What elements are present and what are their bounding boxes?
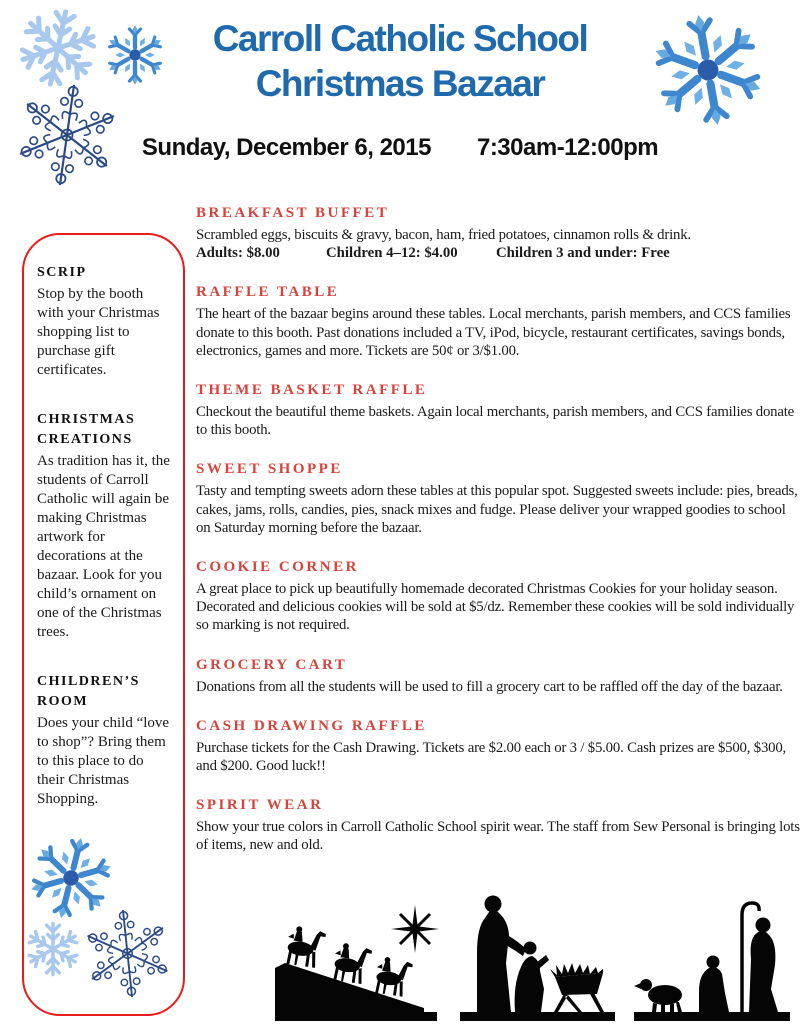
section-raffle-table [196, 283, 800, 360]
section-body: Donations from all the students will be used to fill a grocery cart to be raffled off the day of the bazaar. [196, 678, 783, 695]
sidebar-body-christmas-creations: As tradition has it, the students of Carroll Catholic will again be making Christmas artwork for decorations at the bazaar. Look for you child’s ornament on one of the Christmas trees. [37, 453, 170, 640]
section-heading: SPIRIT WEAR [196, 797, 324, 814]
section-heading: THEME BASKET RAFFLE [196, 382, 428, 399]
sidebar-body-childrens-room: Does your child “love to shop”? Bring them to this place to do their Christmas Shopping. [37, 715, 170, 807]
price-adults: Adults: $8.00 [196, 245, 280, 262]
section-sweet-shoppe [196, 460, 800, 537]
snowflake-filigree-icon [75, 901, 179, 1005]
section-cash-drawing-raffle [196, 717, 800, 775]
section-body: Scrambled eggs, biscuits & gravy, bacon, ham, fried potatoes, cinnamon rolls & drink. [196, 227, 691, 243]
nativity-silhouette [272, 891, 794, 1022]
section-body: Show your true colors in Carroll Catholic School spirit wear. The staff from Sew Personal is bringing lots of items, new and old. [196, 819, 800, 854]
section-breakfast-buffet [196, 204, 800, 262]
price-children-under-3: Children 3 and under: Free [496, 245, 670, 262]
section-body: Purchase tickets for the Cash Drawing. Tickets are $2.00 each or 3 / $5.00. Cash prizes are $500, $300, and $200. Good luck!! [196, 739, 787, 775]
section-heading: BREAKFAST BUFFET [196, 205, 390, 221]
sidebar-heading-childrens-room: CHILDREN’S ROOM [37, 674, 140, 709]
section-body: Tasty and tempting sweets adorn these tables at this popular spot. Suggested sweets include: pies, breads, cakes, jams, rolls, candies, pies, snack mixes and fudge. Please deliver your wrapped goodies to school on Saturday morning before the bazaar. [196, 483, 798, 536]
title-line-1: Carroll Catholic School [212, 18, 588, 59]
sidebar-heading-scrip: SCRIP [37, 265, 87, 280]
section-heading: RAFFLE TABLE [196, 284, 340, 301]
page-title [120, 16, 680, 106]
section-heading: GROCERY CART [196, 656, 348, 673]
price-children-4-12: Children 4–12: $4.00 [326, 245, 458, 262]
title-line-2: Christmas Bazaar [255, 63, 545, 104]
section-body: The heart of the bazaar begins around these tables. Local merchants, parish members, and CCS families donate to this booth. Past donations included a TV, iPod, bicycle, restaurant certificates, savings bonds, electronics, games and more. Tickets are 50¢ or 3/$1.00. [196, 306, 791, 359]
section-grocery-cart [196, 656, 800, 696]
price-row [196, 244, 800, 262]
section-theme-basket-raffle [196, 381, 800, 439]
event-dateline [0, 134, 800, 162]
section-cookie-corner [196, 558, 800, 635]
section-heading: CASH DRAWING RAFFLE [196, 717, 427, 734]
sidebar-body-scrip: Stop by the booth with your Christmas shopping list to purchase gift certificates. [37, 286, 160, 378]
section-spirit-wear [196, 796, 800, 854]
section-body: Checkout the beautiful theme baskets. Again local merchants, parish members, and CCS families donate to this booth. [196, 404, 795, 439]
sidebar-heading-christmas-creations: CHRISTMAS CREATIONS [37, 412, 136, 447]
event-time: 7:30am-12:00pm [476, 134, 659, 161]
main-content [196, 204, 800, 876]
event-date: Sunday, December 6, 2015 [141, 134, 431, 161]
section-heading: COOKIE CORNER [196, 559, 359, 576]
section-body: A great place to pick up beautifully homemade decorated Christmas Cookies for your holiday season. Decorated and delicious cookies will be sold at $5/dz. Remember these cookies will be sold individually so marking is not required. [196, 581, 795, 634]
snowflake-simple-icon [24, 920, 82, 978]
section-heading: SWEET SHOPPE [196, 461, 343, 478]
